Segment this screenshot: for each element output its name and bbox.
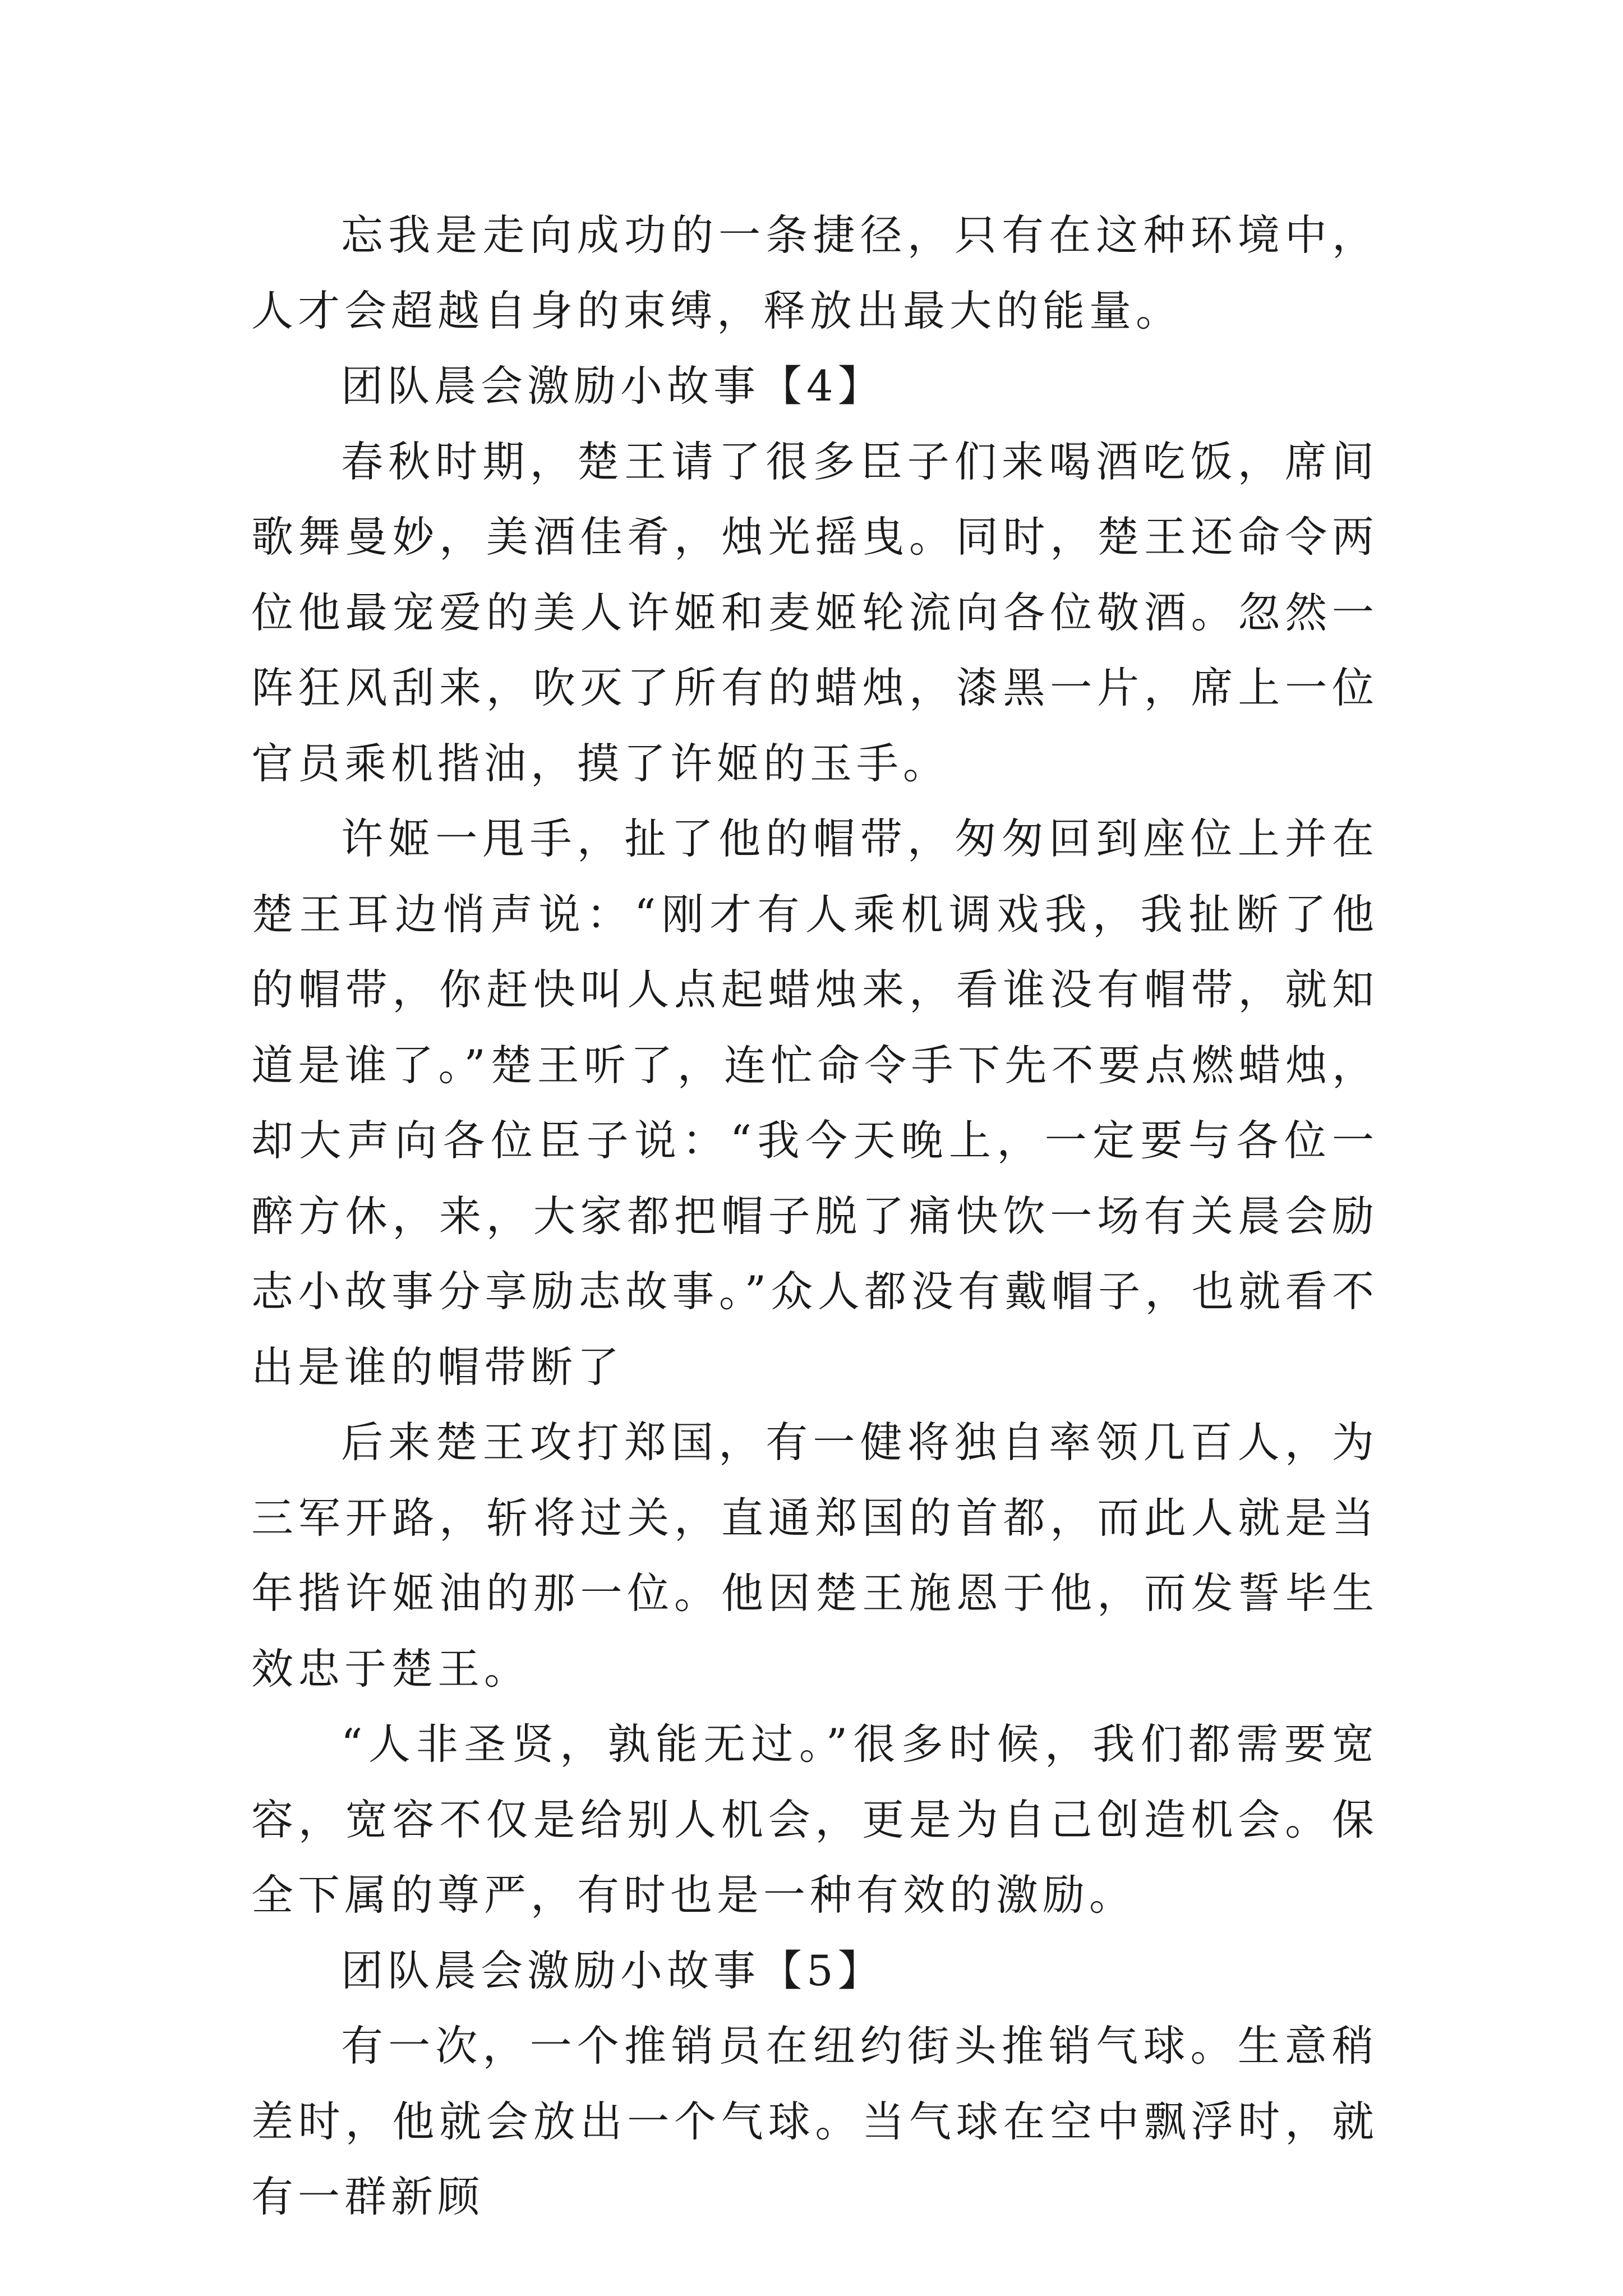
paragraph-story-5-intro: 有一次，一个推销员在纽约街头推销气球。生意稍差时，他就会放出一个气球。当气球在空中飘浮时，就有一群新顾 — [251, 2021, 1378, 2221]
paragraph-conclusion: 忘我是走向成功的一条捷径，只有在这种环境中，人才会超越自身的束缚，释放出最大的能量。 — [251, 210, 1378, 335]
document-body — [251, 197, 1378, 2235]
paragraph-story-4-dialogue: 许姬一甩手，扯了他的帽带，匆匆回到座位上并在楚王耳边悄声说：“刚才有人乘机调戏我，我扯断了他的帽带，你赶快叫人点起蜡烛来，看谁没有帽带，就知道是谁了。”楚王听了，连忙命令手下先不要点燃蜡烛，却大声向各位臣子说：“我今天晚上，一定要与各位一醉方休，来，大家都把帽子脱了痛快饮一场有关晨会励志小故事分享励志故事。”众人都没有戴帽子，也就看不出是谁的帽带断了 — [251, 814, 1378, 1392]
section-heading-4: 团队晨会激励小故事【4】 — [341, 361, 884, 411]
paragraph-story-4-outcome: 后来楚王攻打郑国，有一健将独自率领几百人，为三军开路，斩将过关，直通郑国的首都，而此人就是当年揩许姬油的那一位。他因楚王施恩于他，而发誓毕生效忠于楚王。 — [251, 1418, 1378, 1694]
paragraph-story-4-moral: “人非圣贤，孰能无过。”很多时候，我们都需要宽容，宽容不仅是给别人机会，更是为自己创造机会。保全下属的尊严，有时也是一种有效的激励。 — [251, 1719, 1378, 1920]
section-heading-5: 团队晨会激励小故事【5】 — [341, 1945, 884, 1995]
paragraph-story-4-intro: 春秋时期，楚王请了很多臣子们来喝酒吃饭，席间歌舞曼妙，美酒佳肴，烛光摇曳。同时，楚王还命令两位他最宠爱的美人许姬和麦姬轮流向各位敬酒。忽然一阵狂风刮来，吹灭了所有的蜡烛，漆黑一片，席上一位官员乘机揩油，摸了许姬的玉手。 — [251, 436, 1378, 788]
